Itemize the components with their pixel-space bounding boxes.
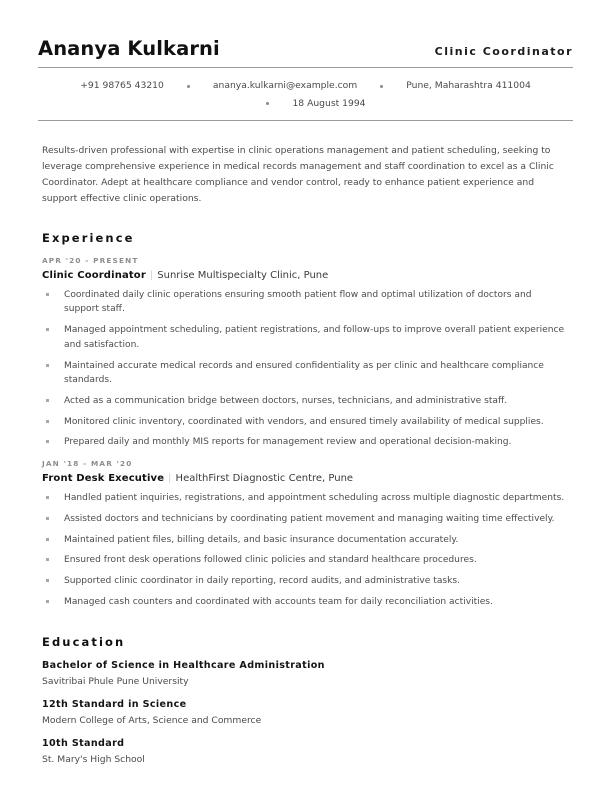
education-school: St. Mary's High School: [42, 754, 145, 766]
contact-birthdate: 18 August 1994: [292, 97, 366, 109]
list-item: Managed cash counters and coordinated with accounts team for daily reconciliation activities.: [42, 595, 573, 610]
experience-item: [42, 256, 573, 450]
list-item: Ensured front desk operations followed clinic policies and standard healthcare procedures.: [42, 553, 573, 568]
contact-separator-dot-icon: [380, 85, 383, 88]
experience-heading-line: [42, 472, 573, 485]
education-school: Modern College of Arts, Science and Commerce: [42, 715, 262, 727]
list-item: Maintained patient files, billing details, and basic insurance documentation accurately.: [42, 533, 573, 548]
contact-separator-dot-icon: [266, 102, 269, 105]
experience-bullet-list: [42, 491, 573, 609]
education-section: [38, 635, 573, 765]
experience-company: HealthFirst Diagnostic Centre, Pune: [175, 473, 354, 485]
experience-bullet-list: [42, 288, 573, 450]
experience-divider: |: [168, 473, 172, 485]
education-degree: Bachelor of Science in Healthcare Administration: [42, 660, 325, 672]
experience-company: Sunrise Multispecialty Clinic, Pune: [157, 269, 329, 281]
experience-dates: APR '20 - PRESENT: [42, 255, 139, 265]
experience-heading-line: [42, 269, 573, 282]
experience-heading: Experience: [42, 230, 135, 245]
list-item: Maintained accurate medical records and ensured confidentiality as per clinic and healthcare compliance standards.: [42, 359, 573, 388]
experience-item: [42, 459, 573, 609]
contact-phone: +91 98765 43210: [80, 80, 164, 92]
list-item: Handled patient inquiries, registrations, and appointment scheduling across multiple diagnostic departments.: [42, 491, 573, 506]
education-degree: 12th Standard in Science: [42, 699, 187, 711]
contact-block: [38, 68, 573, 120]
education-degree: 10th Standard: [42, 738, 125, 750]
experience-divider: |: [149, 269, 154, 281]
contact-separator-dot-icon: [187, 85, 190, 88]
education-item: [42, 699, 573, 726]
contact-row-primary: [38, 77, 573, 94]
resume-header: [38, 38, 573, 67]
education-school: Savitribai Phule Pune University: [42, 676, 189, 688]
contact-row-secondary: [38, 95, 573, 112]
professional-summary: Results-driven professional with expertise in clinic operations management and patient scheduling, seeking to leverage comprehensive experience in medical records management and staff coordination to excel as a Clinic Coordinator. Adept at healthcare compliance and vendor control, ready to enhance patient experience and support effective clinic operations.: [42, 145, 554, 204]
list-item: Assisted doctors and technicians by coordinating patient movement and managing waiting time effectively.: [42, 512, 573, 527]
experience-section: [38, 231, 573, 610]
header-job-title: Clinic Coordinator: [434, 45, 573, 58]
list-item: Monitored clinic inventory, coordinated with vendors, and ensured timely availability of medical supplies.: [42, 415, 573, 430]
experience-dates: JAN '18 - MAR '20: [42, 459, 133, 469]
education-heading: Education: [42, 635, 126, 650]
list-item: Coordinated daily clinic operations ensuring smooth patient flow and optimal utilization of doctors and support staff.: [42, 288, 573, 317]
list-item: Prepared daily and monthly MIS reports for management review and operational decision-making.: [42, 435, 573, 450]
contact-location: Pune, Maharashtra 411004: [406, 80, 531, 92]
contact-email[interactable]: ananya.kulkarni@example.com: [212, 80, 358, 92]
page-title: Ananya Kulkarni: [38, 37, 220, 60]
education-item: [42, 660, 573, 687]
education-item: [42, 738, 573, 765]
experience-role: Clinic Coordinator: [42, 269, 146, 281]
experience-role: Front Desk Executive: [42, 473, 165, 485]
list-item: Supported clinic coordinator in daily reporting, record audits, and administrative tasks.: [42, 574, 573, 589]
list-item: Acted as a communication bridge between doctors, nurses, technicians, and administrative staff.: [42, 394, 573, 409]
list-item: Managed appointment scheduling, patient registrations, and follow-ups to improve overall patient experience and satisfaction.: [42, 323, 573, 352]
